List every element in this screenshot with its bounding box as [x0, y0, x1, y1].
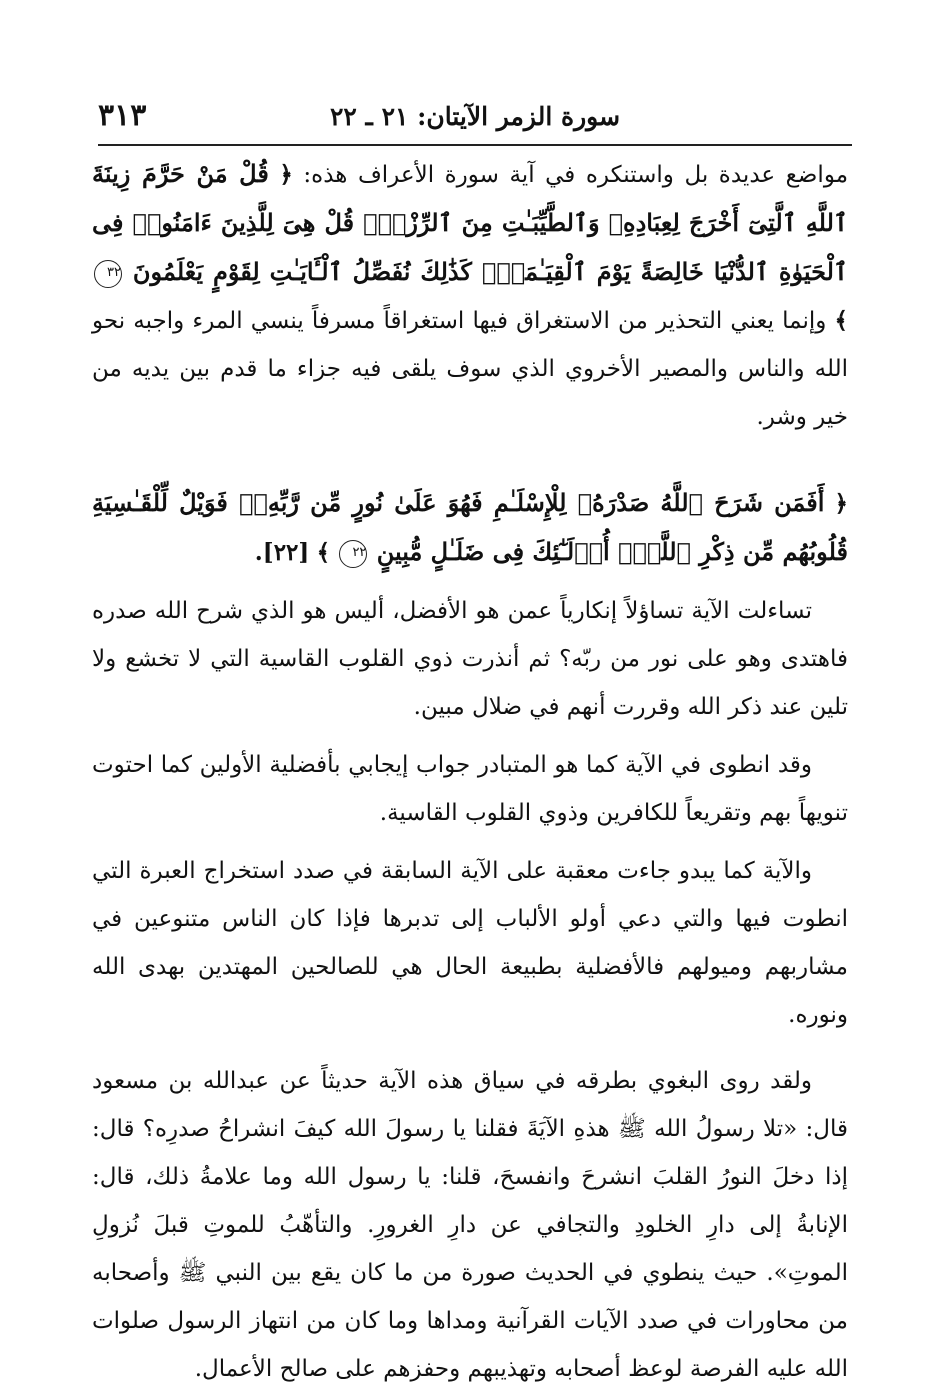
quran-verse-22: أَفَمَن شَرَحَ ٱللَّهُ صَدْرَهُۥ لِلْإِسْلَـٰمِ فَهُوَ عَلَىٰ نُورٍ مِّن رَّبِّهِۦۚ فَوَيْلٌ لِّلْقَـٰسِيَةِ قُلُوبُهُم مِّن ذِكْرِ ٱللَّهِۚ أُو۟لَـٰٓئِكَ فِى ضَلَـٰلٍ مُّبِينٍ — [92, 488, 848, 566]
verse-block — [92, 479, 848, 577]
page-number: ٣١٣ — [98, 98, 147, 133]
page-body — [92, 150, 848, 1393]
ornate-bracket-close: ﴾ — [316, 539, 331, 566]
aya-number-marker: ٣٢ — [94, 260, 122, 288]
paragraph-1 — [92, 150, 848, 441]
ornate-bracket-open: ﴿ — [279, 161, 293, 188]
paragraph-1-rest: وإنما يعني التحذير من الاستغراق فيها استغراقاً مسرفاً ينسي المرء واجبه نحو الله والناس والمصير الأخروي الذي سوف يلقى فيه جزاء ما قدم بين يديه من خير وشر. — [92, 308, 848, 430]
paragraph-5: ولقد روى البغوي بطرقه في سياق هذه الآية حديثاً عن عبدالله بن مسعود قال: «تلا رسولُ الله ﷺ هذهِ الآيَةَ فقلنا يا رسولَ الله كيفَ انشراحُ صدرِه؟ قال: إذا دخلَ النورُ القلبَ انشرحَ وانفسحَ، قلنا: يا رسول الله وما علامةُ ذلك، قال: الإنابةُ إلى دارِ الخلودِ والتجافي عن دارِ الغرورِ. والتأهّبُ للموتِ قبلَ نُزولِ الموتِ». حيث ينطوي في الحديث صورة من ما كان يقع بين النبي ﷺ وأصحابه من محاورات في صدد الآيات القرآنية ومداها وما كان من انتهاز الرسول صلوات الله عليه الفرصة لوعظ أصحابه وتهذيبهم وحفزهم على صالح الأعمال. — [92, 1068, 848, 1382]
page-header — [98, 98, 852, 146]
ornate-bracket-open: ﴿ — [834, 490, 849, 517]
paragraph-1-intro: مواضع عديدة بل واستنكره في آية سورة الأعراف هذه: — [303, 162, 849, 188]
paragraph-4: والآية كما يبدو جاءت معقبة على الآية السابقة في صدد استخراج العبرة التي انطوت فيها والتي دعي أولو الألباب إلى تدبرها فإذا كان الناس متنوعين في مشاربهم وميولهم فالأفضلية بطبيعة الحال هي للصالحين المهتدين بهدى الله ونوره. — [92, 858, 848, 1028]
running-title: سورة الزمر الآيتان: ٢١ ـ ٢٢ — [329, 102, 621, 131]
ornate-bracket-close: ﴾ — [834, 307, 849, 334]
aya-number-marker: ٢٢ — [339, 540, 367, 568]
paragraph-2: تساءلت الآية تساؤلاً إنكارياً عمن هو الأفضل، أليس هو الذي شرح الله صدره فاهتدى وهو على نور من ربّه؟ ثم أنذرت ذوي القلوب القاسية التي لا تخشع ولا تلين عند ذكر الله وقررت أنهم في ضلال مبين. — [92, 598, 848, 720]
quran-quote-araf: قُلْ مَنْ حَرَّمَ زِينَةَ ٱللَّهِ ٱلَّتِىٓ أَخْرَجَ لِعِبَادِهِۦ وَٱلطَّيِّبَـٰتِ مِنَ ٱلرِّزْقِۚ قُلْ هِىَ لِلَّذِينَ ءَامَنُوا۟ فِى ٱلْحَيَوٰةِ ٱلدُّنْيَا خَالِصَةً يَوْمَ ٱلْقِيَـٰمَةِۗ كَذَٰلِكَ نُفَصِّلُ ٱلْـَٔايَـٰتِ لِقَوْمٍ يَعْلَمُونَ — [92, 159, 848, 286]
verse-reference: [٢٢]. — [254, 539, 310, 566]
paragraph-3: وقد انطوى في الآية كما هو المتبادر جواب إيجابي بأفضلية الأولين كما احتوت تنويهاً بهم وتقريعاً للكافرين وذوي القلوب القاسية. — [92, 752, 848, 826]
